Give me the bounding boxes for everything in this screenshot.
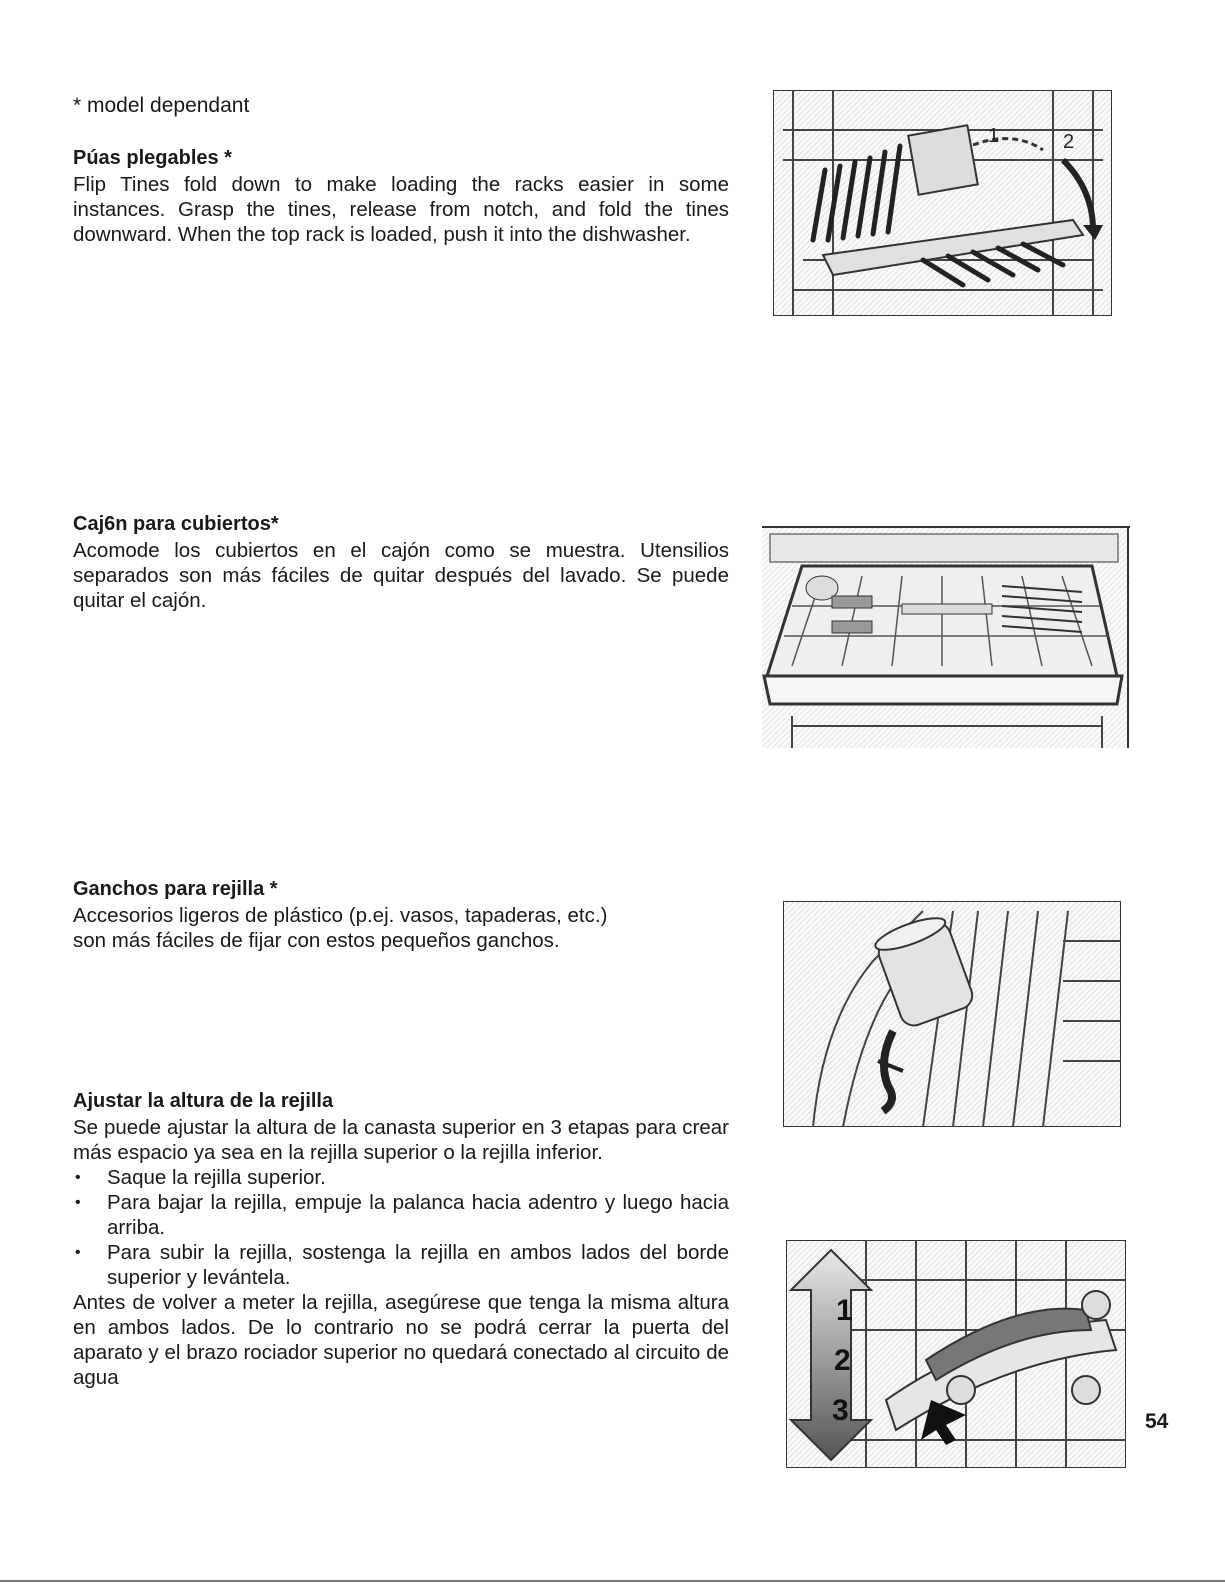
page-number: 54 [1145,1410,1169,1433]
section-heading: Ajustar la altura de la rejilla [73,1090,334,1112]
step-3-label: 3 [832,1394,849,1427]
rack-height-illustration [786,1240,1126,1468]
section-body: Acomode los cubiertos en el cajón como se muestra. Utensilios separados son más fáciles de quitar después del lavado. Se puede quitar el cajón. [73,539,729,612]
rack-hooks-illustration [783,901,1121,1127]
step-2-label: 2 [834,1344,851,1377]
section-cutlery-drawer [73,512,729,613]
cutlery-drawer-illustration [762,526,1130,748]
section-body-line: Accesorios ligeros de plástico (p.ej. vasos, tapaderas, etc.) [73,904,608,927]
section-rack-hooks [73,877,729,953]
section-intro: Se puede ajustar la altura de la canasta superior en 3 etapas para crear más espacio ya sea en la rejilla superior o la rejilla inferior. [73,1116,729,1164]
flip-tines-illustration [773,90,1112,316]
callout-1: 1 [988,125,1000,147]
bullet-list [73,1165,729,1290]
section-body-line: son más fáciles de fijar con estos pequeños ganchos. [73,929,560,952]
section-rack-height [73,1089,729,1390]
bullet-symbol: • [75,1244,81,1261]
section-flip-tines [73,146,729,247]
model-note: * model dependant [73,94,250,117]
bullet-symbol: • [75,1194,81,1211]
bullet-item: • Para subir la rejilla, sostenga la rejilla en ambos lados del borde superior y levántela. [75,1241,729,1289]
callout-2: 2 [1063,131,1075,153]
step-1-label: 1 [836,1294,853,1327]
section-heading: Púas plegables * [73,147,232,169]
bullet-item: • Saque la rejilla superior. [75,1166,326,1189]
footer-rule [0,1580,1225,1582]
bullet-item: • Para bajar la rejilla, empuje la palanca hacia adentro y luego hacia arriba. [75,1191,729,1239]
section-heading: Caj6n para cubiertos* [73,513,279,535]
section-body: Flip Tines fold down to make loading the racks easier in some instances. Grasp the tines, release from notch, and fold the tines downward. When the top rack is loaded, push it into the dishwasher. [73,173,729,246]
section-heading: Ganchos para rejilla * [73,878,278,900]
bullet-symbol: • [75,1169,81,1186]
section-closing: Antes de volver a meter la rejilla, asegúrese que tenga la misma altura en ambos lados. De lo contrario no se podrá cerrar la puerta del aparato y el brazo rociador superior no quedará conectado al circuito de agua [73,1291,729,1389]
